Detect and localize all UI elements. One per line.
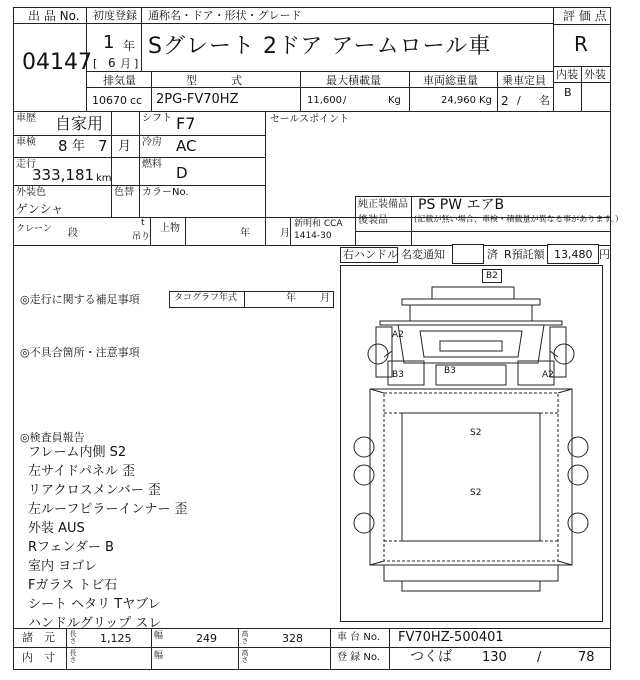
first-reg-month: 6 bbox=[108, 56, 116, 70]
rhd: 右ハンドル bbox=[343, 248, 398, 261]
aircon-label: 冷房 bbox=[142, 137, 162, 148]
height: 328 bbox=[282, 632, 303, 645]
year-unit: 年 bbox=[123, 39, 136, 53]
capacity: 2 bbox=[501, 94, 509, 108]
capacity-label: 乗車定員 bbox=[502, 74, 546, 87]
inspection-year: 8 bbox=[58, 137, 68, 155]
ext-color: ゲンシャ bbox=[16, 202, 64, 216]
inspector-line: 左ルーフピラーインナー 歪 bbox=[28, 502, 188, 517]
tachograph-year-unit: 年 bbox=[286, 293, 296, 304]
damage-mark-b3-center: B3 bbox=[444, 366, 456, 376]
displacement-unit: cc bbox=[130, 94, 143, 107]
inspection-year-unit: 年 bbox=[72, 139, 86, 154]
reg-sep: / bbox=[537, 650, 542, 665]
damage-mark-a2-right: A2 bbox=[542, 370, 554, 380]
tachograph-label: タコグラフ年式 bbox=[174, 293, 238, 303]
month-bracket-open: [ bbox=[93, 57, 98, 70]
equipment: PS PW エアB bbox=[418, 197, 505, 213]
color-no-label: カラーNo. bbox=[142, 187, 189, 198]
equipment-label: 純正装備品 bbox=[358, 199, 408, 210]
damage-mark-s2-lower: S2 bbox=[470, 488, 482, 498]
history: 自家用 bbox=[55, 114, 104, 133]
first-reg-label: 初度登録 bbox=[93, 9, 137, 22]
exterior-label: 外装 bbox=[584, 68, 606, 81]
dims-label: 諸 元 bbox=[22, 631, 55, 644]
score: R bbox=[574, 32, 588, 56]
recycle-unit: 円 bbox=[599, 248, 610, 261]
ownership-change-label: 名変通知 bbox=[401, 248, 445, 261]
model-name: Sグレート 2ドア アームロール車 bbox=[148, 34, 492, 59]
upper-label: 上物 bbox=[160, 223, 180, 234]
gross-weight-label: 車両総重量 bbox=[423, 74, 478, 87]
score-label: 評 価 点 bbox=[563, 9, 607, 23]
width-label: 幅 bbox=[154, 631, 164, 641]
type-label: 型 式 bbox=[186, 74, 246, 87]
cca-code: 1414-30 bbox=[294, 231, 332, 241]
aftermarket-label: 後装品 bbox=[358, 215, 388, 226]
vehicle-diagram bbox=[340, 265, 603, 622]
crane-lift-unit: 吊り bbox=[132, 232, 151, 242]
shift: F7 bbox=[176, 114, 196, 133]
inspection-month: 7 bbox=[98, 137, 108, 155]
displacement: 10670 bbox=[92, 94, 127, 107]
inspector-line: 左サイドパネル 歪 bbox=[28, 464, 135, 479]
month-bracket-close: ] bbox=[134, 57, 139, 70]
aircon: AC bbox=[176, 137, 197, 155]
lot-no: 04147 bbox=[22, 50, 92, 75]
cca-label: 新明和 CCA bbox=[294, 219, 343, 229]
ext-color-label: 外装色 bbox=[16, 187, 46, 198]
max-load-sep: / bbox=[343, 95, 347, 106]
inspector-line: Fガラス トビ石 bbox=[28, 578, 118, 593]
damage-mark-b3-left: B3 bbox=[392, 370, 404, 380]
inner-length-label: 長さ bbox=[69, 649, 77, 663]
width: 249 bbox=[196, 632, 217, 645]
inspector-line: 室内 ヨゴレ bbox=[28, 559, 98, 574]
inspector-line: シート ヘタリ Tヤブレ bbox=[28, 597, 161, 612]
damage-mark-s2-upper: S2 bbox=[470, 428, 482, 438]
aftermarket-note: (記載が無い場合、車検・積載量が異なる事があります。） bbox=[414, 215, 624, 225]
fuel: D bbox=[176, 164, 188, 182]
reg-area: つくば bbox=[410, 649, 452, 665]
inspector-line: フレーム内側 S2 bbox=[28, 445, 127, 460]
reg-label: 登 録 No. bbox=[337, 652, 380, 663]
truck-outline bbox=[340, 265, 603, 622]
inspection-month-unit: 月 bbox=[118, 139, 132, 154]
first-reg-year: 1 bbox=[103, 32, 115, 53]
damage-mark-b2: B2 bbox=[482, 269, 502, 283]
shift-label: シフト bbox=[142, 113, 172, 124]
reg-num: 78 bbox=[578, 650, 595, 665]
month-unit: 月 bbox=[120, 57, 131, 70]
chassis-number: FV70HZ-500401 bbox=[398, 630, 504, 645]
inner-width-label: 幅 bbox=[154, 651, 164, 661]
capacity-sep: / bbox=[517, 94, 521, 107]
max-load: 11,600 bbox=[307, 95, 342, 106]
length: 1,125 bbox=[100, 632, 132, 645]
model-label: 通称名・ドア・形状・グレード bbox=[148, 9, 302, 22]
capacity-unit: 名 bbox=[539, 94, 550, 107]
vehicle-type: 2PG-FV70HZ bbox=[156, 92, 239, 107]
chassis-label: 車 台 No. bbox=[337, 632, 380, 643]
crane-label: クレーン bbox=[16, 224, 52, 234]
mileage-label: 走行 bbox=[16, 159, 36, 170]
crane-stage-unit: 段 bbox=[68, 228, 78, 239]
ownership-change-box bbox=[452, 244, 484, 264]
inspection-label: 車検 bbox=[16, 137, 36, 148]
inner-label: 内 寸 bbox=[22, 651, 55, 664]
gross-weight: 24,960 bbox=[441, 95, 476, 106]
lot-no-label: 出 品 No. bbox=[28, 9, 80, 23]
max-load-unit: Kg bbox=[388, 95, 401, 106]
sales-points-label: セールスポイント bbox=[270, 114, 350, 125]
inspector-line: Rフェンダー B bbox=[28, 540, 114, 555]
inspector-title: ◎検査員報告 bbox=[20, 431, 85, 444]
reg-class: 130 bbox=[482, 650, 507, 665]
gross-weight-unit: Kg bbox=[479, 95, 492, 106]
crane-t: t bbox=[141, 218, 145, 228]
recycle-label: R預託額 bbox=[504, 248, 545, 261]
inspector-line: 外装 AUS bbox=[28, 521, 85, 536]
height-label: 高さ bbox=[241, 630, 249, 644]
inspector-line: ハンドルグリップ スレ bbox=[28, 616, 162, 631]
upper-year-unit: 年 bbox=[240, 228, 250, 239]
upper-month-unit: 月 bbox=[280, 228, 290, 239]
color-change-label: 色替 bbox=[114, 187, 134, 198]
mileage-unit: km bbox=[96, 173, 112, 184]
damage-mark-a2-left: A2 bbox=[392, 330, 404, 340]
supplement-title: ◎走行に関する補足事項 bbox=[20, 293, 140, 306]
length-label: 長さ bbox=[69, 630, 77, 644]
recycle-prefix: 済 bbox=[487, 248, 498, 261]
mileage: 333,181 bbox=[32, 166, 95, 184]
history-label: 車歴 bbox=[16, 113, 36, 124]
tachograph-month-unit: 月 bbox=[320, 293, 330, 304]
interior-label: 内装 bbox=[556, 68, 578, 81]
max-load-label: 最大積載量 bbox=[326, 74, 381, 87]
fuel-label: 燃料 bbox=[142, 159, 162, 170]
interior-grade: B bbox=[564, 86, 572, 99]
displacement-label: 排気量 bbox=[103, 74, 136, 87]
recycle-amount: 13,480 bbox=[554, 248, 593, 261]
inspector-line: リアクロスメンバー 歪 bbox=[28, 483, 161, 498]
defects-title: ◎不具合箇所・注意事項 bbox=[20, 346, 140, 359]
inner-height-label: 高さ bbox=[241, 649, 249, 663]
